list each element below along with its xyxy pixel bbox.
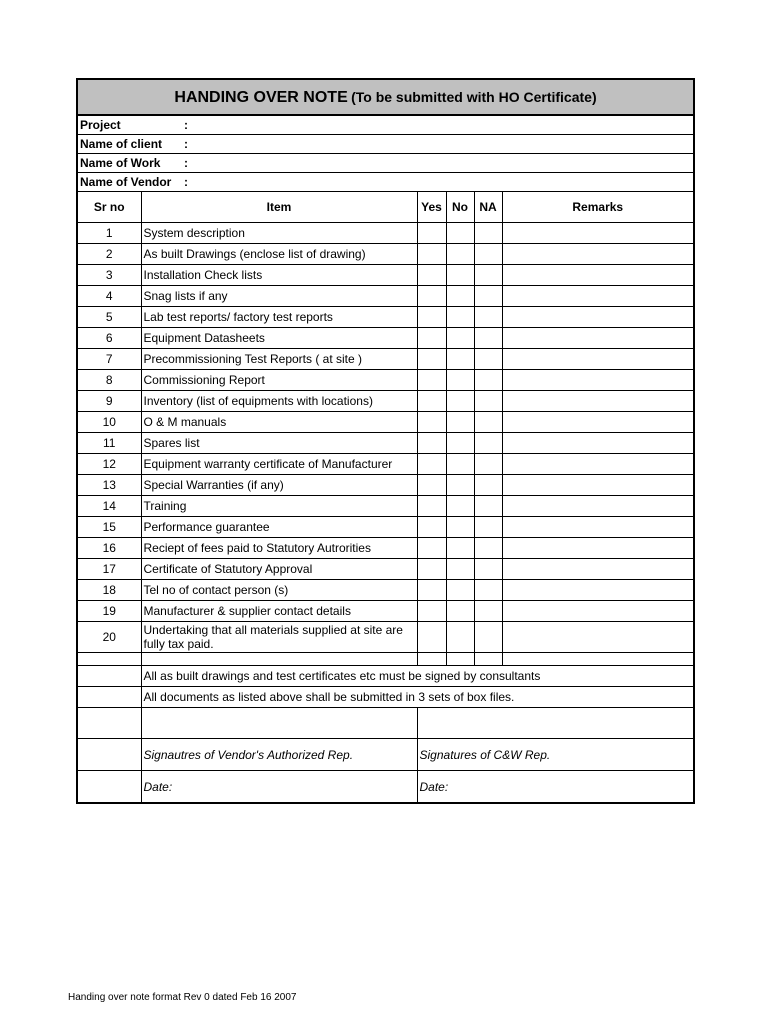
yes-checkbox-cell[interactable]: [417, 433, 446, 454]
no-checkbox-cell[interactable]: [446, 433, 474, 454]
note-row: [77, 687, 694, 708]
info-label-vendor: Name of Vendor: [80, 175, 172, 189]
no-checkbox-cell[interactable]: [446, 265, 474, 286]
form-title: [77, 79, 694, 115]
remarks-cell[interactable]: [502, 601, 694, 622]
header-sr: Sr no: [77, 192, 141, 223]
item-sr: 2: [77, 244, 141, 265]
na-checkbox-cell[interactable]: [474, 412, 502, 433]
no-checkbox-cell[interactable]: [446, 412, 474, 433]
remarks-cell[interactable]: [502, 538, 694, 559]
na-checkbox-cell[interactable]: [474, 328, 502, 349]
item-name: Reciept of fees paid to Statutory Autrorities: [141, 538, 417, 559]
item-sr: 19: [77, 601, 141, 622]
remarks-cell[interactable]: [502, 433, 694, 454]
cw-signature-label: Signatures of C&W Rep.: [417, 739, 694, 771]
na-checkbox-cell[interactable]: [474, 223, 502, 244]
item-sr: 9: [77, 391, 141, 412]
table-header-row: [77, 192, 694, 223]
sig-blank: [77, 708, 141, 739]
item-name: Snag lists if any: [141, 286, 417, 307]
na-checkbox-cell[interactable]: [474, 349, 502, 370]
yes-checkbox-cell[interactable]: [417, 622, 446, 653]
date-blank: [77, 771, 141, 804]
remarks-cell[interactable]: [502, 244, 694, 265]
remarks-cell[interactable]: [502, 412, 694, 433]
yes-checkbox-cell[interactable]: [417, 223, 446, 244]
info-work[interactable]: [77, 154, 694, 173]
item-sr: 5: [77, 307, 141, 328]
no-checkbox-cell[interactable]: [446, 475, 474, 496]
cw-date-field[interactable]: Date:: [417, 771, 694, 804]
header-remarks: Remarks: [502, 192, 694, 223]
na-checkbox-cell[interactable]: [474, 454, 502, 475]
item-sr: 4: [77, 286, 141, 307]
item-name: Commissioning Report: [141, 370, 417, 391]
no-checkbox-cell[interactable]: [446, 370, 474, 391]
handing-over-note-form: [76, 78, 693, 804]
table-row: [77, 475, 694, 496]
no-checkbox-cell[interactable]: [446, 244, 474, 265]
item-name: Special Warranties (if any): [141, 475, 417, 496]
yes-checkbox-cell[interactable]: [417, 412, 446, 433]
item-sr: 17: [77, 559, 141, 580]
yes-checkbox-cell[interactable]: [417, 580, 446, 601]
yes-checkbox-cell[interactable]: [417, 391, 446, 412]
table-row: [77, 328, 694, 349]
na-checkbox-cell[interactable]: [474, 559, 502, 580]
spacer-cell: [417, 653, 446, 666]
no-checkbox-cell[interactable]: [446, 601, 474, 622]
vendor-date-field[interactable]: Date:: [141, 771, 417, 804]
table-row: [77, 559, 694, 580]
info-sep: :: [184, 175, 188, 189]
note-text: All documents as listed above shall be submitted in 3 sets of box files.: [141, 687, 694, 708]
item-sr: 8: [77, 370, 141, 391]
info-project[interactable]: [77, 115, 694, 135]
note-blank: [77, 687, 141, 708]
yes-checkbox-cell[interactable]: [417, 307, 446, 328]
no-checkbox-cell[interactable]: [446, 496, 474, 517]
yes-checkbox-cell[interactable]: [417, 559, 446, 580]
spacer-cell: [77, 653, 141, 666]
no-checkbox-cell[interactable]: [446, 328, 474, 349]
item-name: Training: [141, 496, 417, 517]
title-main: HANDING OVER NOTE: [174, 88, 348, 106]
item-sr: 10: [77, 412, 141, 433]
table-row: [77, 622, 694, 653]
remarks-cell[interactable]: [502, 517, 694, 538]
na-checkbox-cell[interactable]: [474, 622, 502, 653]
info-label-client: Name of client: [80, 137, 163, 151]
info-label-project: Project: [80, 118, 121, 132]
yes-checkbox-cell[interactable]: [417, 496, 446, 517]
yes-checkbox-cell[interactable]: [417, 244, 446, 265]
item-name: O & M manuals: [141, 412, 417, 433]
spacer-cell: [446, 653, 474, 666]
item-sr: 11: [77, 433, 141, 454]
item-sr: 20: [77, 622, 141, 653]
remarks-cell[interactable]: [502, 391, 694, 412]
remarks-cell[interactable]: [502, 475, 694, 496]
remarks-cell[interactable]: [502, 454, 694, 475]
no-checkbox-cell[interactable]: [446, 391, 474, 412]
spacer-cell: [474, 653, 502, 666]
remarks-cell[interactable]: [502, 496, 694, 517]
footer-text: Handing over note format Rev 0 dated Feb 16 2007: [68, 992, 297, 1003]
table-row: [77, 601, 694, 622]
item-name: As built Drawings (enclose list of drawing): [141, 244, 417, 265]
title-sub: (To be submitted with HO Certificate): [351, 88, 597, 105]
item-sr: 15: [77, 517, 141, 538]
table-row: [77, 349, 694, 370]
yes-checkbox-cell[interactable]: [417, 601, 446, 622]
yes-checkbox-cell[interactable]: [417, 370, 446, 391]
na-checkbox-cell[interactable]: [474, 475, 502, 496]
remarks-cell[interactable]: [502, 223, 694, 244]
no-checkbox-cell[interactable]: [446, 559, 474, 580]
header-no: No: [446, 192, 474, 223]
na-checkbox-cell[interactable]: [474, 538, 502, 559]
table-row: [77, 580, 694, 601]
item-name: Certificate of Statutory Approval: [141, 559, 417, 580]
table-row: [77, 538, 694, 559]
na-checkbox-cell[interactable]: [474, 496, 502, 517]
header-yes: Yes: [417, 192, 446, 223]
info-sep: :: [184, 137, 188, 151]
yes-checkbox-cell[interactable]: [417, 349, 446, 370]
info-client[interactable]: [77, 135, 694, 154]
item-sr: 18: [77, 580, 141, 601]
item-name: System description: [141, 223, 417, 244]
date-row: [77, 771, 694, 804]
no-checkbox-cell[interactable]: [446, 517, 474, 538]
spacer-row: [77, 653, 694, 666]
yes-checkbox-cell[interactable]: [417, 286, 446, 307]
sig-blank: [77, 739, 141, 771]
na-checkbox-cell[interactable]: [474, 307, 502, 328]
info-sep: :: [184, 118, 188, 132]
na-checkbox-cell[interactable]: [474, 601, 502, 622]
yes-checkbox-cell[interactable]: [417, 475, 446, 496]
remarks-cell[interactable]: [502, 559, 694, 580]
header-na: NA: [474, 192, 502, 223]
item-sr: 3: [77, 265, 141, 286]
na-checkbox-cell[interactable]: [474, 580, 502, 601]
form-table: [76, 78, 695, 804]
remarks-cell[interactable]: [502, 265, 694, 286]
signature-space-row: [77, 708, 694, 739]
item-name: Manufacturer & supplier contact details: [141, 601, 417, 622]
item-sr: 16: [77, 538, 141, 559]
info-sep: :: [184, 156, 188, 170]
na-checkbox-cell[interactable]: [474, 265, 502, 286]
item-name: Spares list: [141, 433, 417, 454]
table-row: [77, 307, 694, 328]
vendor-signature-area[interactable]: [141, 708, 417, 739]
remarks-cell[interactable]: [502, 286, 694, 307]
item-sr: 14: [77, 496, 141, 517]
yes-checkbox-cell[interactable]: [417, 328, 446, 349]
no-checkbox-cell[interactable]: [446, 622, 474, 653]
na-checkbox-cell[interactable]: [474, 517, 502, 538]
item-name: Equipment Datasheets: [141, 328, 417, 349]
vendor-signature-label: Signautres of Vendor's Authorized Rep.: [141, 739, 417, 771]
remarks-cell[interactable]: [502, 622, 694, 653]
table-row: [77, 265, 694, 286]
item-sr: 13: [77, 475, 141, 496]
no-checkbox-cell[interactable]: [446, 223, 474, 244]
table-row: [77, 433, 694, 454]
item-name: Inventory (list of equipments with locations): [141, 391, 417, 412]
no-checkbox-cell[interactable]: [446, 286, 474, 307]
table-row: [77, 454, 694, 475]
yes-checkbox-cell[interactable]: [417, 265, 446, 286]
table-row: [77, 370, 694, 391]
no-checkbox-cell[interactable]: [446, 580, 474, 601]
item-name: Performance guarantee: [141, 517, 417, 538]
table-row: [77, 244, 694, 265]
info-vendor[interactable]: [77, 173, 694, 192]
info-label-work: Name of Work: [80, 156, 161, 170]
table-row: [77, 517, 694, 538]
item-name: Equipment warranty certificate of Manufacturer: [141, 454, 417, 475]
spacer-cell: [141, 653, 417, 666]
remarks-cell[interactable]: [502, 328, 694, 349]
remarks-cell[interactable]: [502, 370, 694, 391]
table-row: [77, 223, 694, 244]
item-name: Undertaking that all materials supplied at site are fully tax paid.: [141, 622, 417, 653]
note-blank: [77, 666, 141, 687]
table-row: [77, 391, 694, 412]
item-sr: 6: [77, 328, 141, 349]
na-checkbox-cell[interactable]: [474, 370, 502, 391]
no-checkbox-cell[interactable]: [446, 538, 474, 559]
item-name: Installation Check lists: [141, 265, 417, 286]
item-sr: 7: [77, 349, 141, 370]
spacer-cell: [502, 653, 694, 666]
na-checkbox-cell[interactable]: [474, 391, 502, 412]
yes-checkbox-cell[interactable]: [417, 538, 446, 559]
item-name: Tel no of contact person (s): [141, 580, 417, 601]
na-checkbox-cell[interactable]: [474, 286, 502, 307]
remarks-cell[interactable]: [502, 307, 694, 328]
item-sr: 1: [77, 223, 141, 244]
na-checkbox-cell[interactable]: [474, 433, 502, 454]
header-item: Item: [141, 192, 417, 223]
note-text: All as built drawings and test certificates etc must be signed by consultants: [141, 666, 694, 687]
cw-signature-area[interactable]: [417, 708, 694, 739]
remarks-cell[interactable]: [502, 580, 694, 601]
no-checkbox-cell[interactable]: [446, 307, 474, 328]
note-row: [77, 666, 694, 687]
yes-checkbox-cell[interactable]: [417, 517, 446, 538]
table-row: [77, 412, 694, 433]
signature-row: [77, 739, 694, 771]
no-checkbox-cell[interactable]: [446, 349, 474, 370]
table-row: [77, 496, 694, 517]
item-sr: 12: [77, 454, 141, 475]
item-name: Lab test reports/ factory test reports: [141, 307, 417, 328]
yes-checkbox-cell[interactable]: [417, 454, 446, 475]
item-name: Precommissioning Test Reports ( at site ): [141, 349, 417, 370]
no-checkbox-cell[interactable]: [446, 454, 474, 475]
table-row: [77, 286, 694, 307]
na-checkbox-cell[interactable]: [474, 244, 502, 265]
remarks-cell[interactable]: [502, 349, 694, 370]
